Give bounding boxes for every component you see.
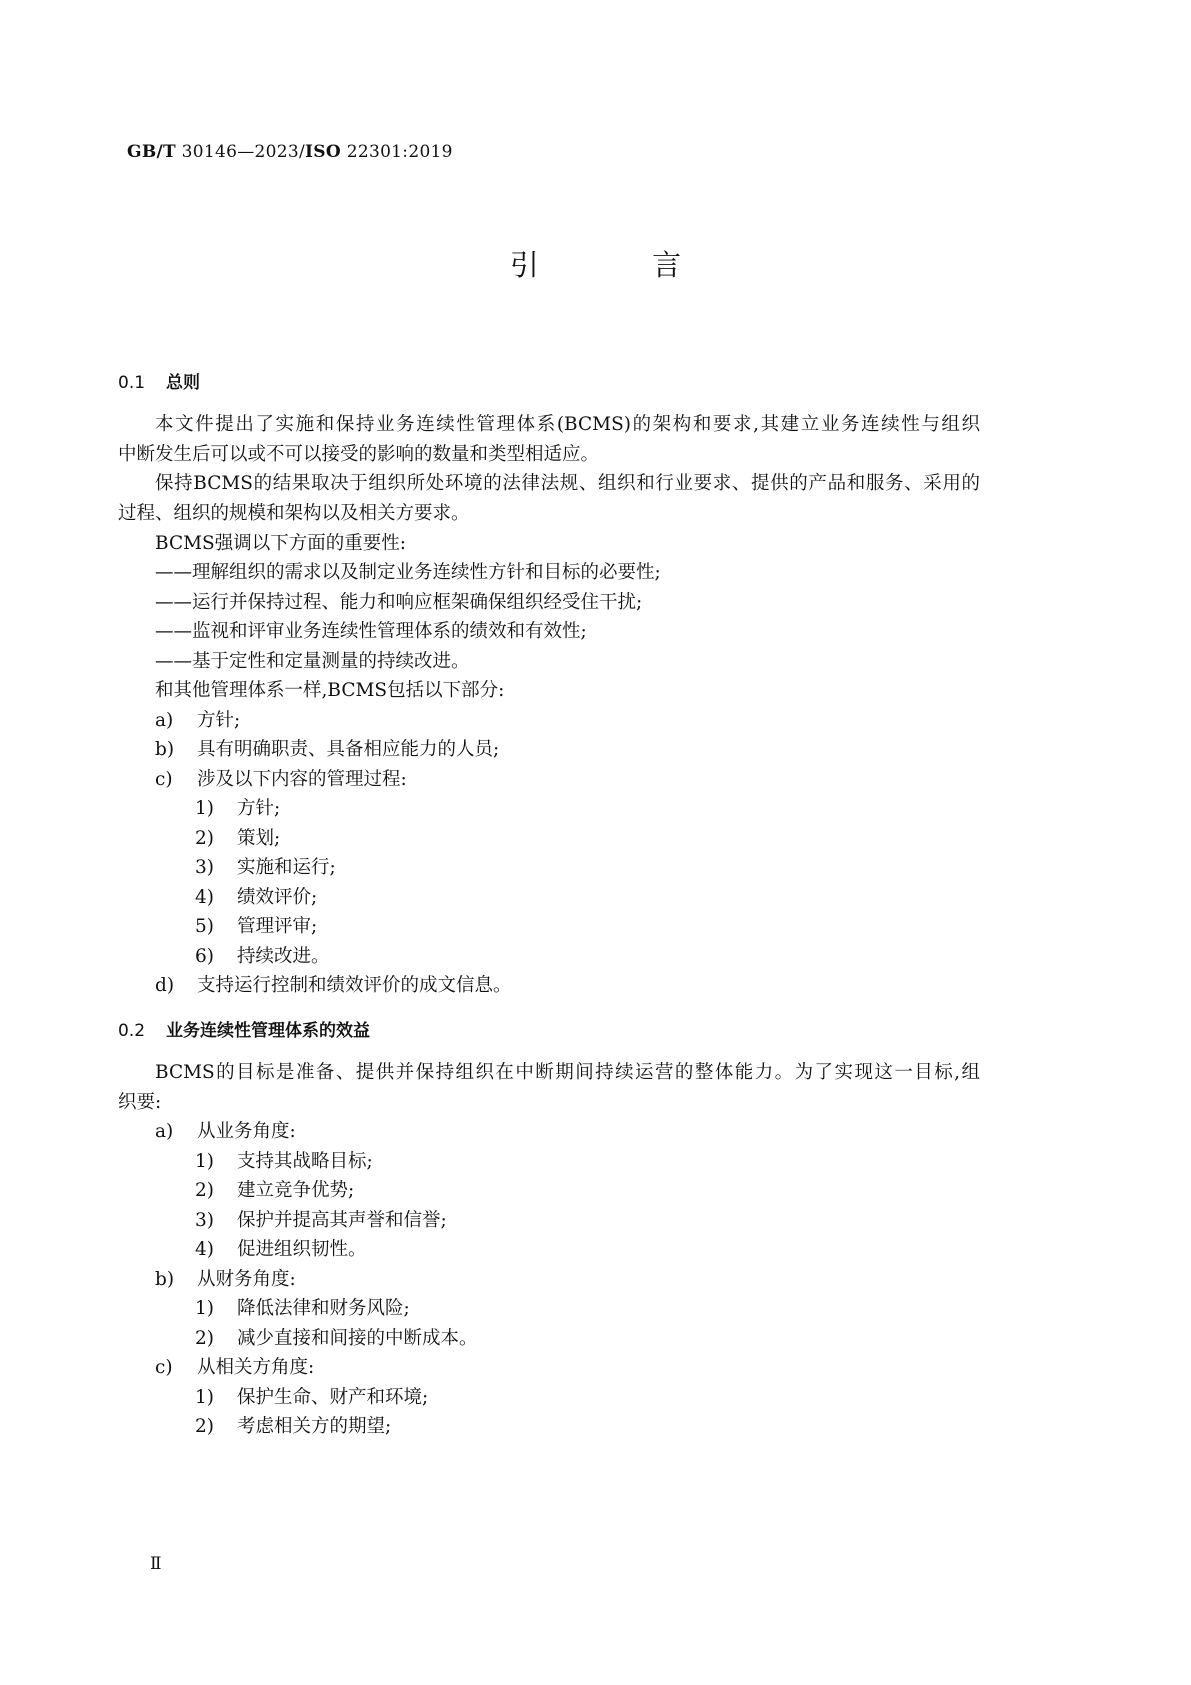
std-number: 30146—2023/ bbox=[181, 142, 306, 162]
list-text: 减少直接和间接的中断成本。 bbox=[237, 1328, 478, 1349]
list-item bbox=[155, 735, 499, 761]
list-item bbox=[155, 1265, 296, 1291]
list-label: a) bbox=[155, 1121, 174, 1142]
section-title: 总则 bbox=[166, 373, 200, 393]
list-label: 3) bbox=[195, 857, 214, 878]
list-text: 方针; bbox=[237, 798, 281, 819]
dash-item: ——运行并保持过程、能力和响应框架确保组织经受住干扰; bbox=[155, 592, 643, 613]
list-text: 涉及以下内容的管理过程: bbox=[197, 769, 407, 790]
list-text: 策划; bbox=[237, 828, 281, 849]
list-item bbox=[155, 1353, 314, 1379]
page-title: 引 言 bbox=[509, 248, 734, 282]
list-label: b) bbox=[155, 739, 175, 760]
list-label: 1) bbox=[195, 1298, 214, 1319]
list-label: 2) bbox=[195, 1416, 214, 1437]
sub-list-item bbox=[195, 853, 336, 879]
list-text: 绩效评价; bbox=[237, 887, 318, 908]
sub-list-item bbox=[195, 1206, 447, 1232]
list-label: 4) bbox=[195, 887, 214, 908]
sub-list-item bbox=[195, 1412, 391, 1438]
list-label: 1) bbox=[195, 798, 214, 819]
list-text: 管理评审; bbox=[237, 916, 318, 937]
sub-list-item bbox=[195, 1294, 410, 1320]
section-number: 0.2 bbox=[118, 1021, 146, 1041]
dash-item: ——基于定性和定量测量的持续改进。 bbox=[155, 651, 470, 672]
sub-list-item bbox=[195, 883, 317, 909]
list-label: c) bbox=[155, 1357, 173, 1378]
list-text: 保护生命、财产和环境; bbox=[237, 1387, 429, 1408]
list-text: 持续改进。 bbox=[237, 946, 330, 967]
list-text: 促进组织韧性。 bbox=[237, 1239, 367, 1260]
iso-number: 22301:2019 bbox=[346, 142, 453, 162]
sub-list-item bbox=[195, 1235, 367, 1261]
list-text: 支持其战略目标; bbox=[237, 1151, 373, 1172]
section-heading-0-2 bbox=[118, 1016, 370, 1041]
list-label: 2) bbox=[195, 1328, 214, 1349]
list-label: d) bbox=[155, 975, 175, 996]
paragraph-line: 织要: bbox=[118, 1092, 162, 1113]
paragraph-line: 中断发生后可以或不可以接受的影响的数量和类型相适应。 bbox=[118, 444, 600, 465]
list-label: 1) bbox=[195, 1151, 214, 1172]
list-text: 从业务角度: bbox=[197, 1121, 296, 1142]
list-text: 从相关方角度: bbox=[197, 1357, 315, 1378]
list-text: 降低法律和财务风险; bbox=[237, 1298, 410, 1319]
sub-list-item bbox=[195, 942, 330, 968]
dash-item: ——监视和评审业务连续性管理体系的绩效和有效性; bbox=[155, 621, 587, 642]
list-item bbox=[155, 765, 407, 791]
list-text: 支持运行控制和绩效评价的成文信息。 bbox=[197, 975, 512, 996]
list-label: 3) bbox=[195, 1210, 214, 1231]
list-label: 4) bbox=[195, 1239, 214, 1260]
sub-list-item bbox=[195, 824, 280, 850]
list-label: b) bbox=[155, 1269, 175, 1290]
list-text: 从财务角度: bbox=[197, 1269, 296, 1290]
sub-list-item bbox=[195, 1324, 478, 1350]
list-item bbox=[155, 1117, 296, 1143]
list-label: 2) bbox=[195, 1180, 214, 1201]
list-label: c) bbox=[155, 769, 173, 790]
paragraph-line: BCMS强调以下方面的重要性: bbox=[155, 533, 406, 554]
list-label: a) bbox=[155, 710, 174, 731]
list-label: 1) bbox=[195, 1387, 214, 1408]
list-item bbox=[155, 971, 512, 997]
list-text: 建立竞争优势; bbox=[237, 1180, 355, 1201]
list-text: 考虑相关方的期望; bbox=[237, 1416, 392, 1437]
std-prefix: GB/T bbox=[127, 142, 176, 162]
section-title: 业务连续性管理体系的效益 bbox=[166, 1021, 370, 1041]
sub-list-item bbox=[195, 1147, 373, 1173]
iso-prefix: ISO bbox=[305, 142, 341, 162]
page-number: Ⅱ bbox=[150, 1554, 162, 1574]
list-text: 具有明确职责、具备相应能力的人员; bbox=[197, 739, 500, 760]
sub-list-item bbox=[195, 794, 280, 820]
paragraph-line: 本文件提出了实施和保持业务连续性管理体系(BCMS)的架构和要求,其建立业务连续性与组织 bbox=[155, 414, 980, 435]
sub-list-item bbox=[195, 912, 317, 938]
list-label: 5) bbox=[195, 916, 214, 937]
paragraph-line: 和其他管理体系一样,BCMS包括以下部分: bbox=[155, 680, 505, 701]
list-label: 2) bbox=[195, 828, 214, 849]
list-label: 6) bbox=[195, 946, 214, 967]
section-number: 0.1 bbox=[118, 373, 146, 393]
sub-list-item bbox=[195, 1383, 428, 1409]
paragraph-line: 过程、组织的规模和架构以及相关方要求。 bbox=[118, 503, 470, 524]
sub-list-item bbox=[195, 1176, 354, 1202]
paragraph-line: BCMS的目标是准备、提供并保持组织在中断期间持续运营的整体能力。为了实现这一目标,组 bbox=[155, 1062, 980, 1083]
list-item bbox=[155, 706, 240, 732]
section-heading-0-1 bbox=[118, 368, 200, 393]
dash-item: ——理解组织的需求以及制定业务连续性方针和目标的必要性; bbox=[155, 562, 661, 583]
standard-header bbox=[127, 142, 453, 162]
list-text: 保护并提高其声誉和信誉; bbox=[237, 1210, 447, 1231]
paragraph-line: 保持BCMS的结果取决于组织所处环境的法律法规、组织和行业要求、提供的产品和服务、采用的 bbox=[155, 473, 980, 494]
list-text: 方针; bbox=[197, 710, 241, 731]
list-text: 实施和运行; bbox=[237, 857, 336, 878]
